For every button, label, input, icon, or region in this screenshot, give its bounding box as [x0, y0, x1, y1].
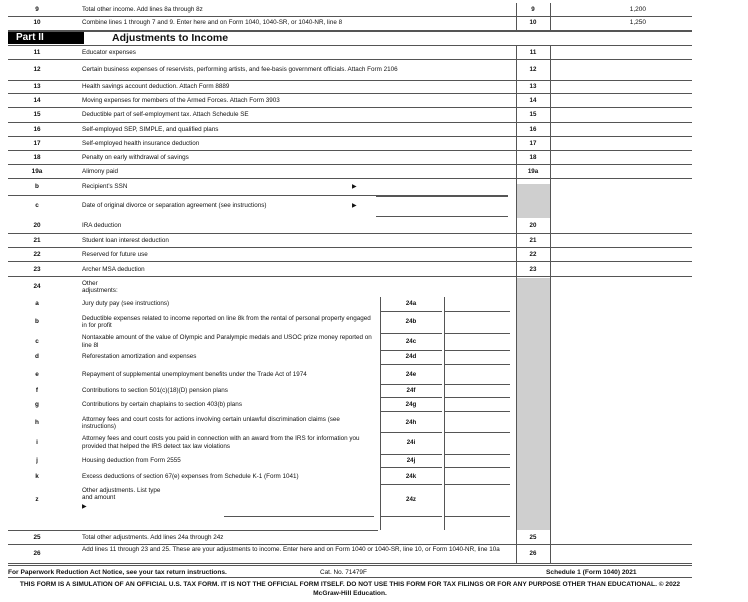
amount-divider	[550, 46, 551, 564]
column-divider	[516, 46, 517, 564]
sub-line-label-24f: 24f	[406, 386, 416, 394]
line-22-amount[interactable]	[552, 251, 646, 260]
line-description: Deductible part of self-employment tax. Attach Schedule SE	[82, 111, 249, 119]
shaded-box-24	[516, 278, 550, 530]
part-ii-label: Part II	[8, 32, 84, 44]
line-10-row	[8, 16, 692, 31]
line-9-row	[8, 3, 692, 17]
sub-label-divider	[380, 297, 381, 530]
line-box-number: 10	[529, 19, 537, 26]
line-description: Date of original divorce or separation agreement (see instructions)	[82, 202, 267, 210]
line-number: 19a	[31, 167, 43, 175]
sub-line-label-24i: 24i	[406, 438, 416, 446]
line-description: Nontaxable amount of the value of Olympic and Paralympic medals and USOC prize money reported on line 8l	[82, 334, 372, 349]
column-divider-top	[516, 3, 517, 30]
line-box-number: 11	[529, 48, 537, 56]
line-description: Health savings account deduction. Attach Form 8889	[82, 82, 230, 90]
line-number: 15	[33, 111, 41, 118]
other-adjustment-type-field[interactable]	[224, 516, 374, 517]
line-number: 12	[33, 65, 41, 73]
line-number: 18	[33, 153, 41, 161]
line-number: d	[35, 353, 39, 360]
line-10-amount[interactable]: 1,250	[629, 19, 646, 26]
line-j-row	[8, 454, 692, 467]
line-box-number: 20	[529, 222, 537, 229]
line-number: e	[35, 371, 39, 378]
amount-input-24i[interactable]	[444, 431, 510, 455]
part-ii-title: Adjustments to Income	[112, 32, 229, 44]
line-number: 25	[33, 533, 41, 541]
line-number: 9	[35, 5, 39, 13]
line-box-number: 21	[529, 236, 537, 244]
line-box-number: 15	[529, 111, 537, 118]
line-number: 17	[33, 139, 41, 147]
line-number: j	[36, 456, 38, 464]
line-13-row	[8, 80, 692, 94]
line-19a-amount[interactable]	[552, 168, 646, 177]
line-description: Contributions to section 501(c)(18)(D) pension plans	[82, 386, 228, 394]
line-number: b	[35, 318, 39, 325]
line-box-number: 22	[529, 250, 537, 258]
line-number: k	[35, 472, 39, 480]
line-description: Total other income. Add lines 8a through 8z	[82, 5, 203, 13]
line-number: 20	[33, 222, 41, 229]
sub-line-label-24g: 24g	[405, 400, 417, 408]
line-a-row	[8, 297, 692, 311]
line-i-row	[8, 431, 692, 454]
line-description: Educator expenses	[82, 48, 136, 56]
line-description: Self-employed SEP, SIMPLE, and qualified plans	[82, 125, 219, 133]
line-description: Combine lines 1 through 7 and 9. Enter here and on Form 1040, 1040-SR, or 1040-NR, line 8	[82, 19, 343, 27]
line-13-amount[interactable]	[552, 83, 646, 92]
line-c-row	[8, 196, 692, 216]
line-description: Penalty on early withdrawal of savings	[82, 153, 189, 161]
line-b-row	[8, 311, 692, 333]
line-description: Certain business expenses of reservists, performing artists, and fee-basis government officials. Attach Form 2106	[82, 65, 398, 73]
schedule-name: Schedule 1 (Form 1040) 2021	[546, 569, 637, 576]
line-23-amount[interactable]	[552, 266, 646, 275]
line-description: Attorney fees and court costs for actions involving certain unlawful discrimination claims (see instructions)	[82, 415, 340, 430]
line-9-amount[interactable]: 1,200	[629, 5, 646, 13]
line-d-row	[8, 350, 692, 364]
shaded-box-19bc	[516, 184, 550, 218]
disclaimer-rule	[8, 577, 692, 578]
line-25-row	[8, 531, 692, 545]
line-description: Moving expenses for members of the Armed Forces. Attach Form 3903	[82, 96, 280, 104]
line-description: Contributions by certain chaplains to section 403(b) plans	[82, 400, 242, 408]
line-number: 13	[33, 82, 41, 90]
line-18-amount[interactable]	[552, 154, 646, 163]
line-z-row	[8, 484, 692, 516]
line-number: 16	[33, 125, 41, 133]
sub-line-label-24d: 24d	[405, 353, 417, 360]
line-number: a	[35, 300, 39, 307]
line-number: f	[35, 386, 39, 394]
line-16-amount[interactable]	[552, 126, 646, 135]
line-20-row	[8, 219, 692, 234]
amount-input-24d[interactable]	[444, 350, 510, 365]
sub-line-label-24h: 24h	[405, 419, 417, 426]
arrow-icon: ▶	[352, 183, 357, 190]
amount-input-24c[interactable]	[444, 333, 510, 351]
divider-19b[interactable]	[8, 195, 508, 196]
line-15-row	[8, 108, 692, 123]
part-ii-bottom-rule	[8, 45, 692, 46]
sub-line-label-24z: 24z	[406, 496, 416, 503]
line-box-number: 12	[529, 65, 537, 73]
line-17-amount[interactable]	[552, 140, 646, 149]
line-f-row	[8, 384, 692, 397]
amount-input-24e[interactable]	[444, 366, 510, 385]
line-box-number: 25	[529, 533, 537, 541]
line-description: Housing deduction from Form 2555	[82, 456, 181, 464]
arrow-icon: ▶	[352, 203, 357, 209]
line-18-row	[8, 151, 692, 165]
line-description: Total other adjustments. Add lines 24a through 24z	[82, 533, 224, 541]
line-22-row	[8, 248, 692, 262]
line-number: c	[35, 202, 39, 209]
sub-line-label-24b: 24b	[405, 318, 417, 325]
line-26-row	[8, 544, 692, 564]
paperwork-notice: For Paperwork Reduction Act Notice, see your tax return instructions.	[8, 569, 227, 576]
line-number: i	[36, 438, 38, 446]
line-box-number: 23	[529, 265, 537, 273]
line-e-row	[8, 366, 692, 384]
line-description: Self-employed health insurance deduction	[82, 139, 200, 147]
line-number: 14	[33, 96, 41, 104]
sub-line-label-24j: 24j	[406, 456, 416, 464]
line-k-row	[8, 469, 692, 484]
divider-24z[interactable]	[8, 530, 378, 531]
line-description: Alimony paid	[82, 167, 119, 175]
sub-line-label-24a: 24a	[405, 300, 417, 307]
line-23-row	[8, 263, 692, 277]
line-15-amount[interactable]	[552, 111, 646, 120]
line-description: Excess deductions of section 67(e) expenses from Schedule K-1 (Form 1041)	[82, 472, 299, 480]
line-description: Recipient’s SSN	[82, 182, 128, 190]
line-number: 10	[33, 19, 41, 26]
footer-rule	[8, 565, 692, 566]
line-box-number: 26	[529, 549, 537, 557]
amount-input-24k[interactable]	[444, 469, 510, 485]
line-number: 26	[33, 549, 41, 557]
line-17-row	[8, 137, 692, 151]
line-number: 22	[33, 250, 41, 258]
line-box-number: 19a	[527, 167, 539, 175]
line-26-amount[interactable]	[552, 550, 646, 559]
line-box-number: 18	[529, 153, 537, 161]
line-c-row	[8, 333, 692, 350]
amount-input-24a[interactable]	[444, 297, 510, 312]
line-description: Reserved for future use	[82, 250, 148, 258]
line-number: 24	[33, 283, 41, 290]
line-12-amount[interactable]	[552, 66, 646, 75]
line-box-number: 16	[529, 125, 537, 133]
line-number: 23	[33, 265, 41, 273]
line-25-amount[interactable]	[552, 534, 646, 543]
line-h-row	[8, 414, 692, 432]
line-14-row	[8, 94, 692, 108]
sub-amount-divider	[444, 297, 445, 530]
line-11-amount[interactable]	[552, 49, 646, 58]
line-description: Attorney fees and court costs you paid in connection with an award from the IRS for information you provided that helped the IRS detect tax law violations	[82, 435, 360, 450]
line-20-amount[interactable]	[552, 222, 646, 231]
line-description: Student loan interest deduction	[82, 236, 169, 244]
divorce-date-field[interactable]	[376, 216, 508, 217]
amount-divider-top	[550, 3, 551, 30]
line-19a-row	[8, 165, 692, 179]
line-description: Archer MSA deduction	[82, 265, 145, 273]
line-number: 11	[33, 48, 41, 56]
amount-input-24g[interactable]	[444, 398, 510, 412]
part-ii-top-rule	[8, 31, 692, 32]
sub-line-label-24c: 24c	[405, 337, 417, 345]
line-number: z	[35, 496, 39, 503]
line-box-number: 14	[529, 96, 537, 104]
line-21-row	[8, 234, 692, 248]
line-description: Add lines 11 through 23 and 25. These are your adjustments to income. Enter here and on Form 1040 or 1040-SR, line 10, or Form 1040-NR, line 10a	[82, 546, 500, 554]
sub-line-label-24e: 24e	[405, 371, 417, 378]
line-11-row	[8, 46, 692, 60]
line-box-number: 13	[529, 82, 537, 90]
line-b-row	[8, 180, 692, 193]
line-box-number: 9	[531, 5, 535, 13]
line-21-amount[interactable]	[552, 237, 646, 246]
line-description: IRA deduction	[82, 222, 122, 230]
line-number: g	[35, 400, 39, 408]
amount-input-24b[interactable]	[444, 311, 510, 334]
amount-input-24j[interactable]	[444, 454, 510, 468]
line-number: 21	[33, 236, 41, 244]
amount-input-24f[interactable]	[444, 384, 510, 398]
amount-input-24z[interactable]	[444, 484, 510, 517]
line-number: b	[35, 182, 39, 190]
line-description: Deductible expenses related to income reported on line 8k from the rental of personal property engaged in for profit	[82, 314, 371, 329]
line-description: Reforestation amortization and expenses	[82, 353, 197, 361]
catalog-number: Cat. No. 71479F	[320, 569, 367, 576]
line-14-amount[interactable]	[552, 97, 646, 106]
simulation-disclaimer: THIS FORM IS A SIMULATION OF AN OFFICIAL U.S. TAX FORM. IT IS NOT THE OFFICIAL FORM ITSELF. DO NOT USE THIS FORM FOR TAX FILINGS OR FOR ANY PURPOSE OTHER THAN EDUCATIONAL. © 2022 McGraw-Hill Education.	[19, 581, 681, 597]
line-description: Repayment of supplemental unemployment benefits under the Trade Act of 1974	[82, 371, 307, 379]
line-g-row	[8, 398, 692, 411]
line-description: Other adjustments. List type and amount	[82, 487, 161, 502]
line-description: Other adjustments:	[82, 280, 118, 295]
line-box-number: 17	[529, 139, 537, 147]
line-16-row	[8, 123, 692, 137]
sub-line-label-24k: 24k	[405, 472, 417, 480]
line-number: c	[35, 337, 39, 345]
arrow-icon: ▶	[82, 504, 87, 510]
recipient-ssn-field[interactable]	[376, 196, 508, 197]
line-12-row	[8, 59, 692, 81]
line-number: h	[35, 419, 39, 426]
line-description: Jury duty pay (see instructions)	[82, 300, 170, 308]
line-24-row	[8, 277, 692, 297]
